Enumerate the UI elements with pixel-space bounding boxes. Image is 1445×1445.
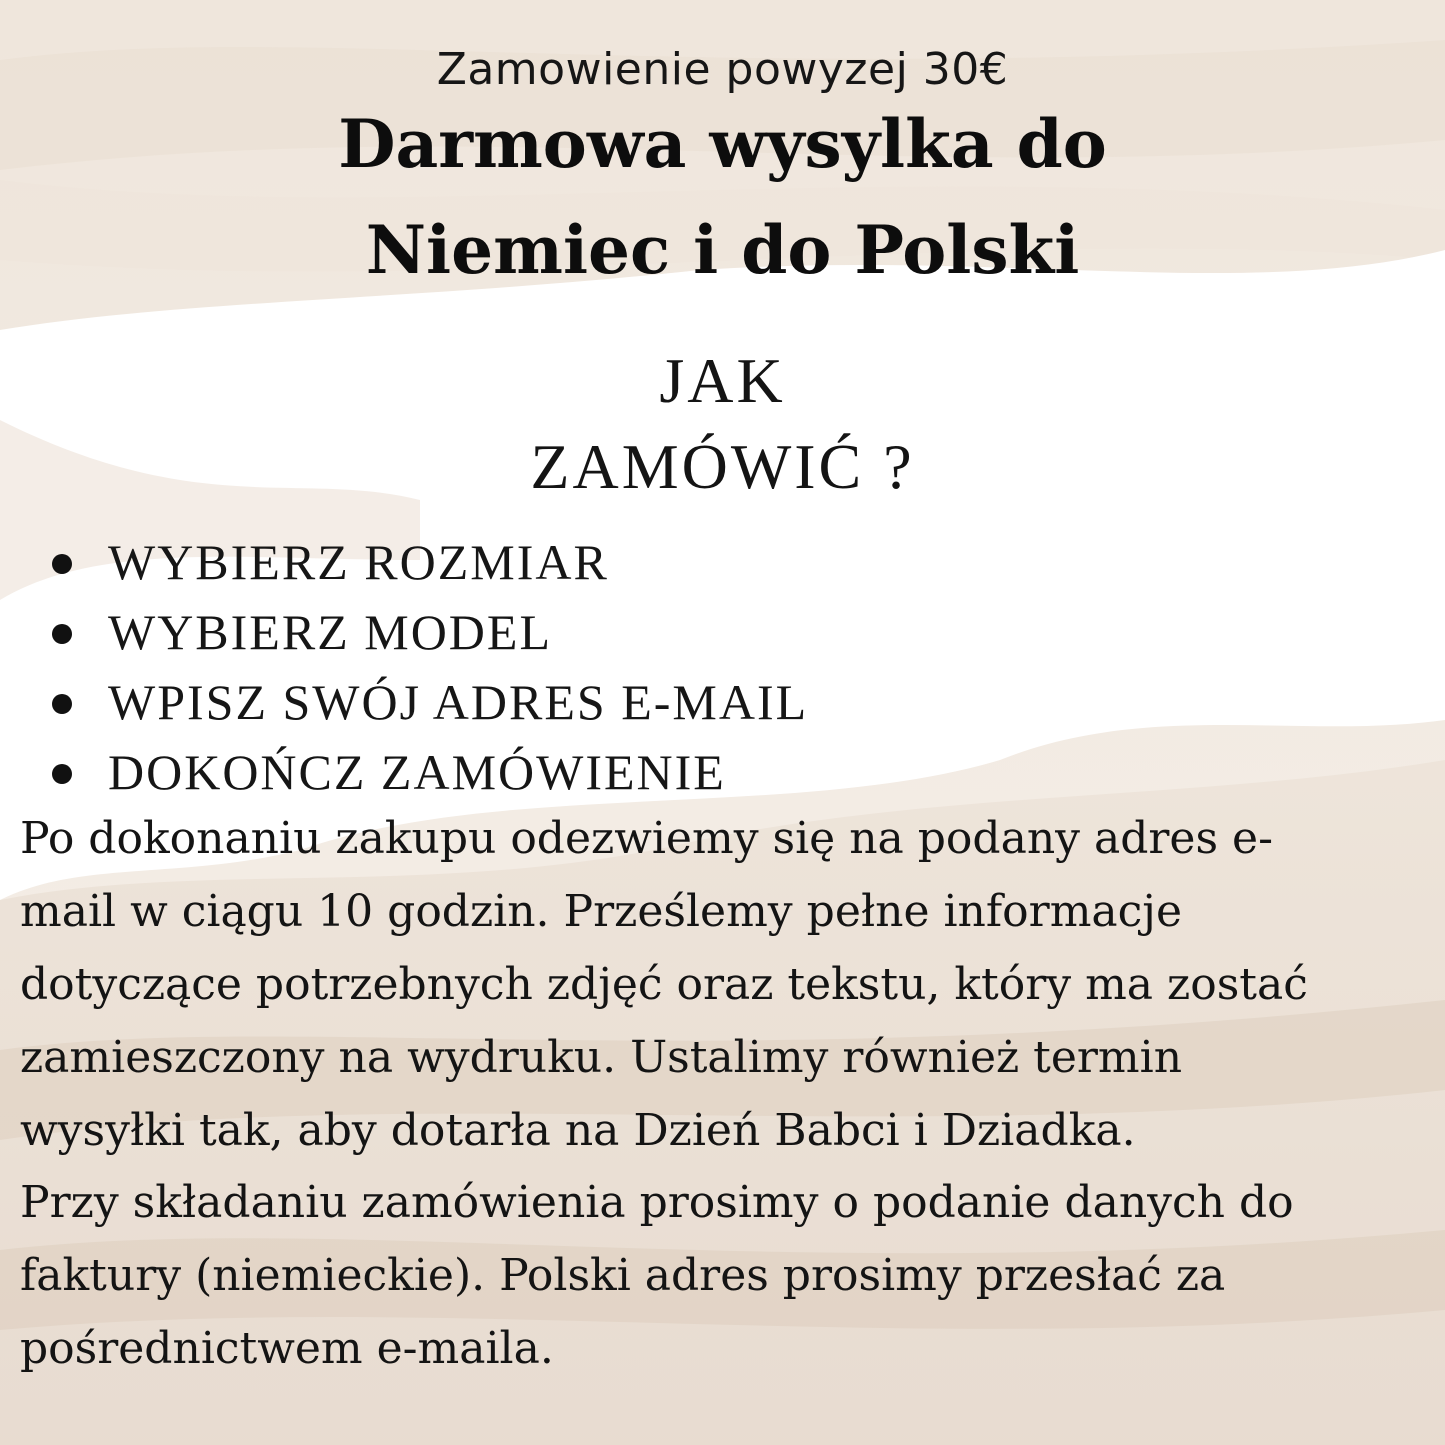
paragraph-line: dotyczące potrzebnych zdjęć oraz tekstu, który ma zostać [20, 959, 1308, 1010]
info-paragraph-invoice [20, 1166, 1440, 1385]
paragraph-line: Przy składaniu zamówienia prosimy o podanie danych do [20, 1177, 1294, 1228]
promo-headline [0, 105, 1445, 289]
step-label: WYBIERZ ROZMIAR [108, 534, 609, 590]
paragraph-line: zamieszczony na wydruku. Ustalimy również termin [20, 1032, 1183, 1083]
paragraph-line: mail w ciągu 10 godzin. Prześlemy pełne informacje [20, 886, 1182, 937]
bullet-icon [52, 764, 72, 784]
list-item [50, 737, 808, 807]
headline-line-2: Niemiec i do Polski [365, 211, 1080, 289]
bullet-icon [52, 694, 72, 714]
paragraph-line: Po dokonaniu zakupu odezwiemy się na podany adres e- [20, 813, 1273, 864]
paragraph-line: wysyłki tak, aby dotarła na Dzień Babci i Dziadka. [20, 1105, 1136, 1156]
step-label: DOKOŃCZ ZAMÓWIENIE [108, 744, 726, 800]
paragraph-line: faktury (niemieckie). Polski adres prosimy przesłać za [20, 1250, 1226, 1301]
bullet-icon [52, 624, 72, 644]
step-label: WPISZ SWÓJ ADRES E-MAIL [108, 674, 809, 730]
order-steps-list [50, 527, 808, 807]
promo-subtitle: Zamowienie powyzej 30€ [436, 44, 1009, 95]
paragraph-line: pośrednictwem e-maila. [20, 1323, 554, 1374]
how-to-order-heading [0, 338, 1445, 510]
list-item [50, 667, 808, 737]
how-to-line-2: ZAMÓWIĆ ? [530, 431, 915, 502]
headline-line-1: Darmowa wysylka do [338, 105, 1107, 183]
how-to-line-1: JAK [659, 345, 786, 416]
bullet-icon [52, 554, 72, 574]
step-label: WYBIERZ MODEL [108, 604, 552, 660]
list-item [50, 597, 808, 667]
info-paragraph-contact [20, 802, 1440, 1167]
list-item [50, 527, 808, 597]
